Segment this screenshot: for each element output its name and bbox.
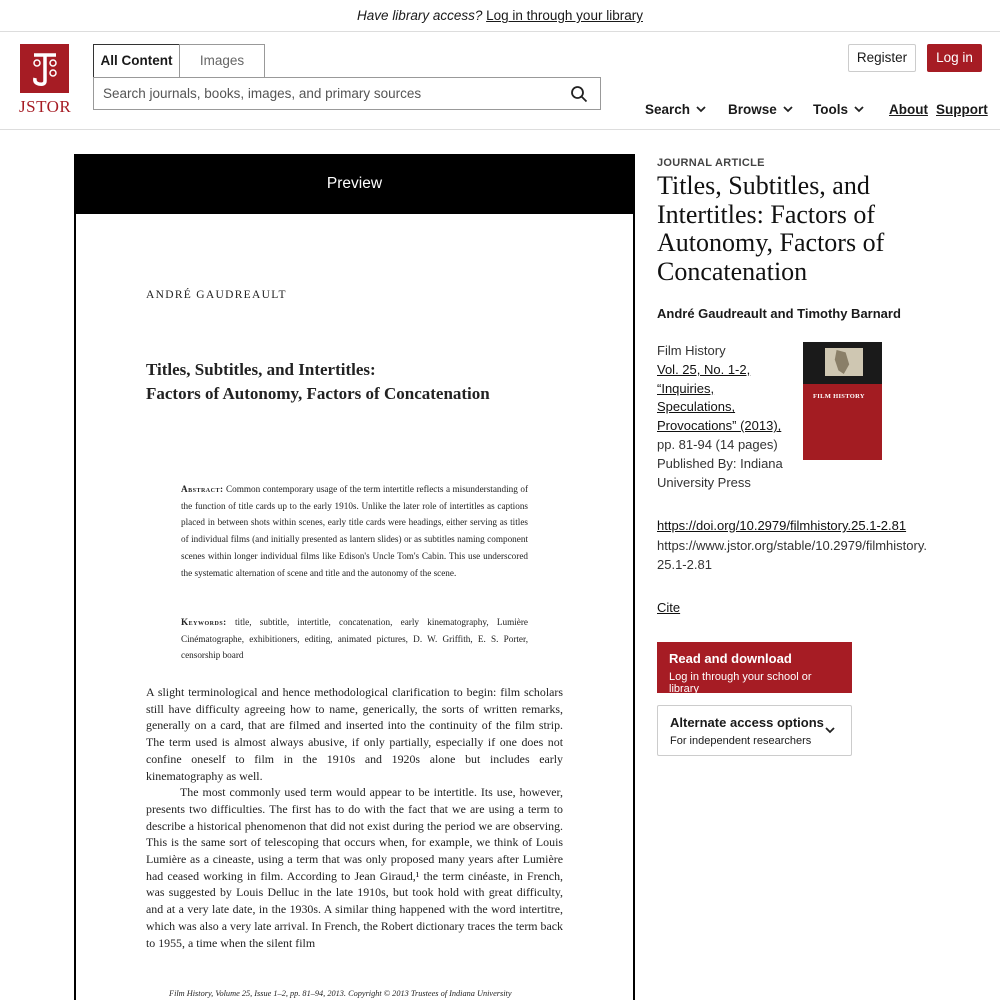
jstor-logo-icon bbox=[20, 44, 69, 93]
alternate-access-title: Alternate access options bbox=[670, 715, 824, 730]
chevron-down-icon bbox=[854, 106, 864, 113]
preview-page bbox=[76, 214, 633, 1000]
article-meta bbox=[657, 342, 792, 492]
chevron-down-icon bbox=[825, 727, 835, 734]
read-download-subtitle: Log in through your school or library bbox=[669, 671, 812, 695]
journal-cover-image[interactable] bbox=[803, 342, 882, 460]
publisher: Published By: Indiana University Press bbox=[657, 455, 783, 490]
nav-support-link[interactable]: Support bbox=[936, 102, 988, 117]
login-button[interactable]: Log in bbox=[927, 44, 982, 72]
abstract-text: Common contemporary usage of the term intertitle reflects a misunderstanding of the function of title cards up to the early 1910s. Unlike the later role of intertitles as captions placed in between shots within scenes, early title cards were headings, either serving as titles of individual films (and initially presented as lantern slides) or as subtitles naming component scenes within longer individual films like Edison's Uncle Tom's Cabin. This use underscored the systematic alternation of scene and title and the autonomy of the scene. bbox=[181, 484, 529, 578]
keywords-text: title, subtitle, intertitle, concatenation, early kinematography, Lumière Cinématographe, exhibitioners, editing, animated pictures, D. W. Griffith, E. S. Porter, censorship board bbox=[181, 617, 528, 661]
preview-footer: Film History, Volume 25, Issue 1–2, pp. 81–94, 2013. Copyright © 2013 Trustees of Indiana University bbox=[169, 989, 512, 998]
body-paragraph: The most commonly used term would appear to be intertitle. Its use, however, presents two difficulties. The first has to do with the fact that we are using a term to describe a historical phenomenon that did not exist during the period we are observing. This is the same sort of telescoping that occurs when, for example, we think of Louis Lumière as a cineaste, using a term that was only proposed many years after Lumière had ceased working in film. According to Jean Giraud,¹ the term cinéaste, in French, was suggested by Louis Delluc in the late 1910s, but took hold with great difficulty, and at a very late date, in the 1930s. A similar thing happened with the word intertitre, which was also a very late arrival. In French, the Robert dictionary traces the term back to 1955, a time when the silent film bbox=[146, 785, 563, 950]
article-title: Titles, Subtitles, and Intertitles: Factors of Autonomy, Factors of Concatenation bbox=[657, 171, 885, 286]
chevron-down-icon bbox=[696, 106, 706, 113]
nav-search-menu[interactable] bbox=[645, 102, 706, 117]
nav-tools-menu[interactable] bbox=[813, 102, 864, 117]
preview-author: ANDRÉ GAUDREAULT bbox=[146, 289, 287, 301]
nav-about-link[interactable]: About bbox=[889, 102, 928, 117]
jstor-logo[interactable] bbox=[19, 44, 71, 117]
preview-title-line1: Titles, Subtitles, and Intertitles: bbox=[146, 360, 376, 379]
preview-body bbox=[146, 684, 563, 951]
keywords-label: Keywords: bbox=[181, 617, 227, 627]
journal-name: Film History bbox=[657, 343, 726, 358]
library-access-banner bbox=[0, 0, 1000, 32]
preview-title bbox=[146, 358, 490, 406]
library-login-link[interactable]: Log in through your library bbox=[486, 8, 643, 23]
search-icon[interactable] bbox=[570, 85, 588, 103]
abstract-label: Abstract: bbox=[181, 484, 224, 494]
alternate-access-subtitle: For independent researchers bbox=[670, 735, 812, 747]
body-paragraph: A slight terminological and hence methodological clarification to begin: film scholars still have difficulty agreeing how to name, generically, the sorts of written remarks, generally on a card, that are filmed and inserted into the continuity of the film strip. The term used is almost always abusive, if only partially, especially if one does not confine oneself to film in the 1910s and 1920s alone but includes early kinematography as well. bbox=[146, 685, 563, 783]
page-range: pp. 81-94 (14 pages) bbox=[657, 436, 778, 452]
stable-url: https://www.jstor.org/stable/10.2979/filmhistory.25.1-2.81 bbox=[657, 538, 927, 572]
article-type-label: JOURNAL ARTICLE bbox=[657, 157, 765, 169]
preview-keywords bbox=[181, 614, 528, 664]
jstor-logo-text: JSTOR bbox=[19, 97, 72, 116]
cover-title: FILM HISTORY bbox=[813, 393, 865, 400]
cite-link[interactable]: Cite bbox=[657, 600, 681, 615]
register-button[interactable]: Register bbox=[848, 44, 916, 72]
nav-browse-menu[interactable] bbox=[728, 102, 793, 117]
nav-tools-label: Tools bbox=[813, 102, 848, 117]
search-bar bbox=[93, 77, 601, 110]
article-authors: André Gaudreault and Timothy Barnard bbox=[657, 306, 901, 321]
read-download-title: Read and download bbox=[669, 651, 792, 666]
preview-abstract bbox=[181, 481, 528, 581]
alternate-access-button[interactable] bbox=[657, 705, 852, 756]
issue-link[interactable]: Vol. 25, No. 1-2, “Inquiries, Speculations, Provocations” (2013), bbox=[657, 361, 782, 434]
nav-search-label: Search bbox=[645, 102, 691, 117]
banner-prefix: Have library access? bbox=[357, 8, 483, 23]
preview-header: Preview bbox=[74, 154, 635, 214]
nav-browse-label: Browse bbox=[728, 102, 777, 117]
search-input[interactable] bbox=[94, 78, 554, 109]
chevron-down-icon bbox=[783, 106, 793, 113]
tab-all-content[interactable]: All Content bbox=[93, 44, 180, 78]
doi-link[interactable]: https://doi.org/10.2979/filmhistory.25.1-2.81 bbox=[657, 518, 907, 533]
tab-images[interactable]: Images bbox=[179, 44, 265, 78]
site-header bbox=[0, 32, 1000, 130]
preview-title-line2: Factors of Autonomy, Factors of Concatenation bbox=[146, 384, 490, 403]
read-download-button[interactable] bbox=[657, 642, 852, 693]
